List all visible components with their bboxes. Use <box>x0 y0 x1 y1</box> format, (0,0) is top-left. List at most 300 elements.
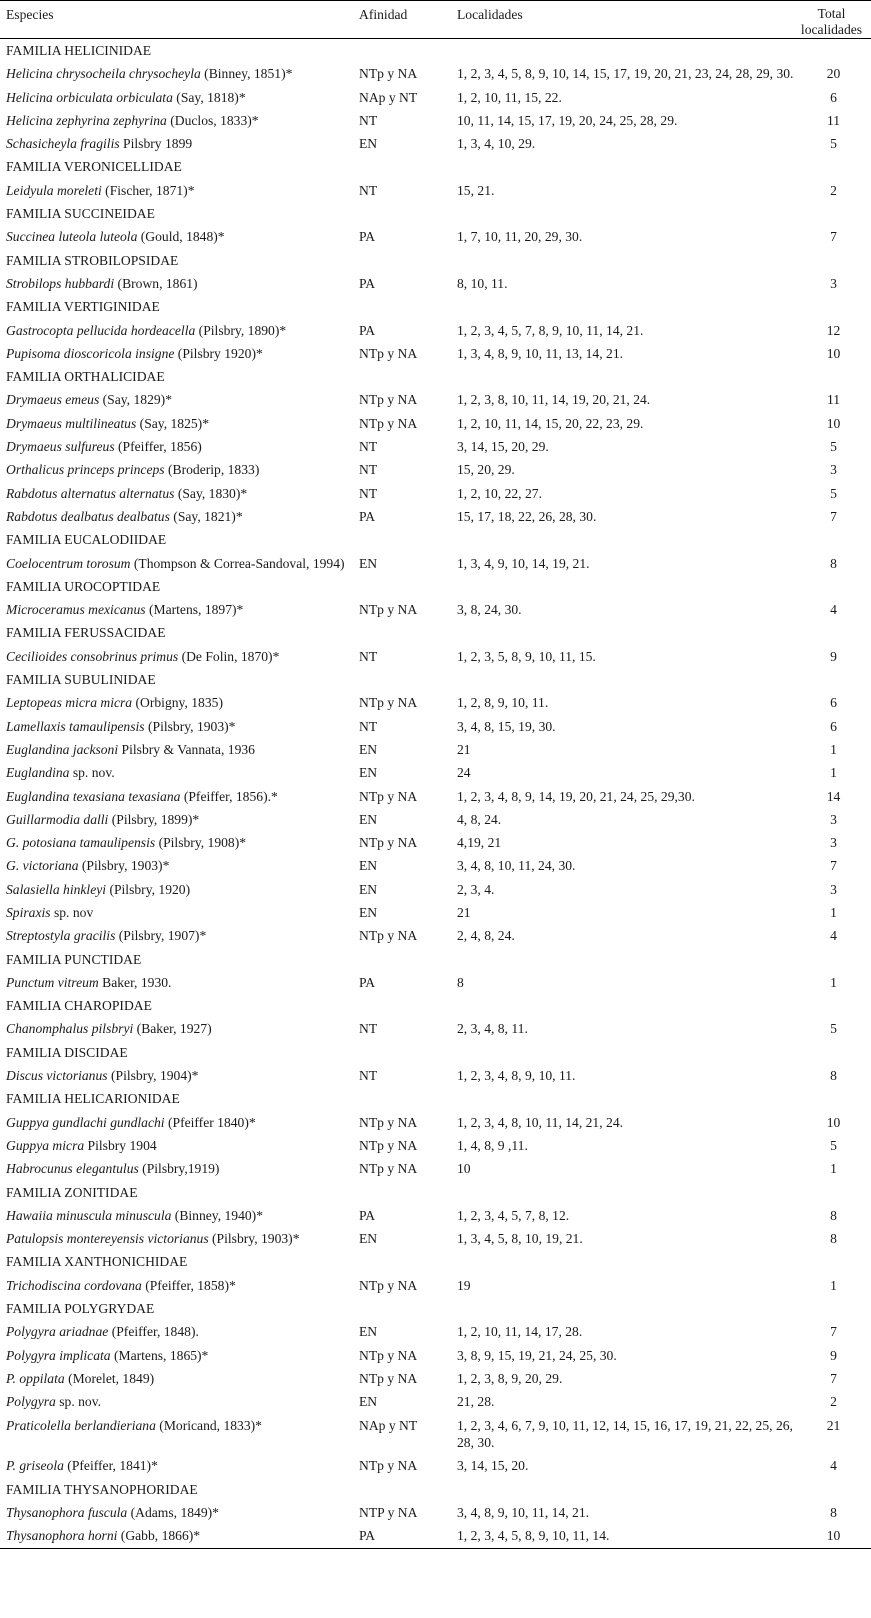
header-row <box>0 1 871 39</box>
species-author: (Pfeiffer, 1856) <box>114 439 202 455</box>
family-row <box>0 1181 871 1204</box>
species-cell <box>0 109 359 132</box>
affinity-cell: NT <box>359 1021 378 1037</box>
affinity-cell: EN <box>359 811 378 827</box>
family-name: FAMILIA DISCIDAE <box>6 1044 128 1060</box>
header-affinity: Afinidad <box>359 7 408 22</box>
species-author: sp. nov. <box>55 1394 102 1410</box>
species-author: (Pfeiffer, 1841)* <box>63 1458 158 1474</box>
localities-cell: 21 <box>457 904 471 920</box>
table-row <box>0 1274 871 1297</box>
family-name: FAMILIA SUBULINIDAE <box>6 672 156 688</box>
localities-cell: 1, 3, 4, 9, 10, 14, 19, 21. <box>457 555 590 571</box>
affinity-cell: PA <box>359 508 376 524</box>
species-cell <box>0 808 359 831</box>
total-cell: 3 <box>830 881 837 897</box>
total-cell: 3 <box>830 835 837 851</box>
species-cell <box>0 878 359 901</box>
species-name: Drymaeus multilineatus <box>6 415 137 431</box>
family-name: FAMILIA POLYGRYDAE <box>6 1301 155 1317</box>
localities-cell: 1, 3, 4, 10, 29. <box>457 136 536 152</box>
species-name: Cecilioides consobrinus primus <box>6 648 179 664</box>
species-cell <box>0 1524 359 1548</box>
affinity-cell: NTp y NA <box>359 1114 418 1130</box>
total-cell: 8 <box>830 1068 837 1084</box>
species-author: (Martens, 1897)* <box>145 602 244 618</box>
localities-cell: 15, 17, 18, 22, 26, 28, 30. <box>457 508 597 524</box>
affinity-cell: NT <box>359 648 378 664</box>
family-row <box>0 202 871 225</box>
total-cell: 9 <box>830 648 837 664</box>
affinity-cell: NTp y NA <box>359 788 418 804</box>
species-name: Hawaiia minuscula minuscula <box>6 1207 172 1223</box>
family-row <box>0 1041 871 1064</box>
affinity-cell: EN <box>359 136 378 152</box>
table-row <box>0 1367 871 1390</box>
total-cell: 6 <box>830 89 837 105</box>
total-cell: 11 <box>826 392 841 408</box>
species-author: (Brown, 1861) <box>114 275 198 291</box>
total-cell: 1 <box>830 765 837 781</box>
affinity-cell: NT <box>359 112 378 128</box>
affinity-cell: EN <box>359 741 378 757</box>
total-cell: 7 <box>830 1370 837 1386</box>
table-row <box>0 831 871 854</box>
affinity-cell: PA <box>359 974 376 990</box>
species-author: (Pilsbry, 1890)* <box>195 322 287 338</box>
species-cell <box>0 1454 359 1477</box>
species-name: Orthalicus princeps princeps <box>6 462 165 478</box>
family-row <box>0 575 871 598</box>
family-name: FAMILIA THYSANOPHORIDAE <box>6 1481 198 1497</box>
localities-cell: 1, 7, 10, 11, 20, 29, 30. <box>457 229 583 245</box>
total-cell: 3 <box>830 811 837 827</box>
localities-cell: 21 <box>457 741 471 757</box>
species-cell <box>0 1111 359 1134</box>
species-cell <box>0 225 359 248</box>
localities-cell: 1, 3, 4, 8, 9, 10, 11, 13, 14, 21. <box>457 345 624 361</box>
localities-cell: 3, 14, 15, 20, 29. <box>457 439 549 455</box>
family-row <box>0 528 871 551</box>
family-row <box>0 249 871 272</box>
species-name: Discus victorianus <box>6 1068 108 1084</box>
family-row <box>0 1297 871 1320</box>
table-row <box>0 808 871 831</box>
species-author: (Binney, 1940)* <box>171 1207 264 1223</box>
species-name: Chanomphalus pilsbryi <box>6 1021 134 1037</box>
species-name: Streptostyla gracilis <box>6 928 116 944</box>
family-name: FAMILIA UROCOPTIDAE <box>6 578 161 594</box>
species-author: (Fischer, 1871)* <box>101 182 195 198</box>
total-cell: 4 <box>830 928 837 944</box>
species-author: Pilsbry 1904 <box>84 1137 157 1153</box>
table-row <box>0 435 871 458</box>
family-name: FAMILIA ZONITIDAE <box>6 1184 138 1200</box>
localities-cell: 1, 2, 3, 4, 8, 10, 11, 14, 21, 24. <box>457 1114 624 1130</box>
localities-cell: 4, 8, 24. <box>457 811 502 827</box>
species-name: Thysanophora fuscula <box>6 1504 128 1520</box>
species-author: (Gould, 1848)* <box>137 229 225 245</box>
localities-cell: 4,19, 21 <box>457 835 502 851</box>
species-author: (Adams, 1849)* <box>127 1504 219 1520</box>
species-author: (Pfeiffer, 1856).* <box>180 788 278 804</box>
affinity-cell: EN <box>359 881 378 897</box>
affinity-cell: NTp y NA <box>359 345 418 361</box>
species-cell <box>0 691 359 714</box>
species-cell <box>0 1064 359 1087</box>
total-cell: 9 <box>830 1347 837 1363</box>
species-cell <box>0 738 359 761</box>
species-cell <box>0 62 359 85</box>
table-row <box>0 1064 871 1087</box>
affinity-cell: NTp y NA <box>359 695 418 711</box>
species-cell <box>0 179 359 202</box>
table-row <box>0 1390 871 1413</box>
affinity-cell: NTp y NA <box>359 1161 418 1177</box>
affinity-cell: NTp y NA <box>359 1277 418 1293</box>
family-row <box>0 365 871 388</box>
affinity-cell: EN <box>359 1324 378 1340</box>
species-cell <box>0 412 359 435</box>
species-cell <box>0 831 359 854</box>
affinity-cell: PA <box>359 322 376 338</box>
localities-cell: 15, 21. <box>457 182 495 198</box>
family-name: FAMILIA HELICARIONIDAE <box>6 1091 180 1107</box>
family-row <box>0 668 871 691</box>
total-cell: 6 <box>830 718 837 734</box>
family-name: FAMILIA ORTHALICIDAE <box>6 369 165 385</box>
family-name: FAMILIA HELICINIDAE <box>6 43 152 58</box>
species-name: Helicina chrysocheila chrysocheyla <box>6 66 201 82</box>
header-total-line2: localidades <box>800 22 863 37</box>
species-author: (Pilsbry, 1920) <box>106 881 191 897</box>
total-cell: 8 <box>830 1504 837 1520</box>
localities-cell: 1, 2, 3, 4, 8, 9, 10, 11. <box>457 1068 576 1084</box>
localities-cell: 3, 4, 8, 9, 10, 11, 14, 21. <box>457 1504 590 1520</box>
species-author: (Pilsbry, 1907)* <box>115 928 207 944</box>
species-name: Helicina orbiculata orbiculata <box>6 89 173 105</box>
total-cell: 5 <box>830 1021 837 1037</box>
affinity-cell: NTp y NA <box>359 1458 418 1474</box>
table-row <box>0 412 871 435</box>
localities-cell: 15, 20, 29. <box>457 462 515 478</box>
family-name: FAMILIA STROBILOPSIDAE <box>6 252 179 268</box>
species-author: (Pfeiffer 1840)* <box>164 1114 256 1130</box>
family-name: FAMILIA VERTIGINIDAE <box>6 299 160 315</box>
species-cell <box>0 458 359 481</box>
family-row <box>0 994 871 1017</box>
species-author: (Orbigny, 1835) <box>132 695 223 711</box>
family-row <box>0 1478 871 1501</box>
species-author: (Pilsbry, 1903)* <box>208 1231 300 1247</box>
localities-cell: 1, 2, 10, 11, 14, 15, 20, 22, 23, 29. <box>457 415 644 431</box>
total-cell: 3 <box>830 275 837 291</box>
localities-cell: 1, 2, 3, 8, 10, 11, 14, 19, 20, 21, 24. <box>457 392 651 408</box>
table-row <box>0 272 871 295</box>
table-row <box>0 1017 871 1040</box>
localities-cell: 1, 2, 3, 4, 5, 7, 8, 9, 10, 11, 14, 21. <box>457 322 644 338</box>
family-row <box>0 39 871 63</box>
localities-cell: 2, 3, 4, 8, 11. <box>457 1021 528 1037</box>
species-author: Baker, 1930. <box>98 974 172 990</box>
total-cell: 3 <box>830 462 837 478</box>
species-name: Guppya micra <box>6 1137 85 1153</box>
family-name: FAMILIA VERONICELLIDAE <box>6 159 182 175</box>
species-author: (Say, 1829)* <box>99 392 172 408</box>
species-cell <box>0 342 359 365</box>
family-row <box>0 621 871 644</box>
localities-cell: 10 <box>457 1161 471 1177</box>
species-author: sp. nov <box>50 904 94 920</box>
species-author: (Pilsbry, 1904)* <box>107 1068 199 1084</box>
total-cell: 10 <box>826 345 841 361</box>
localities-cell: 1, 2, 10, 11, 15, 22. <box>457 89 562 105</box>
localities-cell: 21, 28. <box>457 1394 495 1410</box>
affinity-cell: NT <box>359 182 378 198</box>
species-name: Leidyula moreleti <box>6 182 102 198</box>
species-cell <box>0 1320 359 1343</box>
species-author: (Pfeiffer, 1848). <box>108 1324 199 1340</box>
affinity-cell: NT <box>359 439 378 455</box>
species-cell <box>0 1017 359 1040</box>
species-author: (De Folin, 1870)* <box>178 648 280 664</box>
affinity-cell: EN <box>359 555 378 571</box>
species-author: (Gabb, 1866)* <box>117 1528 201 1544</box>
species-name: Lamellaxis tamaulipensis <box>6 718 145 734</box>
total-cell: 1 <box>830 741 837 757</box>
affinity-cell: NTp y NA <box>359 1347 418 1363</box>
total-cell: 8 <box>830 555 837 571</box>
table-row <box>0 86 871 109</box>
total-cell: 4 <box>830 1458 837 1474</box>
species-author: Pilsbry 1899 <box>119 136 193 152</box>
species-author: (Martens, 1865)* <box>110 1347 209 1363</box>
species-author: (Pilsbry, 1899)* <box>108 811 200 827</box>
total-cell: 14 <box>826 788 841 804</box>
table-row <box>0 738 871 761</box>
species-cell <box>0 598 359 621</box>
species-cell <box>0 1157 359 1180</box>
species-name: Euglandina <box>6 765 70 781</box>
affinity-cell: EN <box>359 1231 378 1247</box>
affinity-cell: NTp y NA <box>359 392 418 408</box>
localities-cell: 1, 3, 4, 5, 8, 10, 19, 21. <box>457 1231 583 1247</box>
species-name: Gastrocopta pellucida hordeacella <box>6 322 196 338</box>
species-author: (Pilsbry, 1903)* <box>144 718 236 734</box>
species-author: (Pilsbry, 1908)* <box>155 835 247 851</box>
localities-cell: 2, 3, 4. <box>457 881 495 897</box>
species-name: Guppya gundlachi gundlachi <box>6 1114 165 1130</box>
affinity-cell: NTp y NA <box>359 1137 418 1153</box>
table-row <box>0 854 871 877</box>
table-row <box>0 1344 871 1367</box>
table-row <box>0 1524 871 1548</box>
total-cell: 7 <box>830 229 837 245</box>
affinity-cell: NT <box>359 1068 378 1084</box>
affinity-cell: PA <box>359 275 376 291</box>
table-row <box>0 645 871 668</box>
localities-cell: 1, 2, 3, 5, 8, 9, 10, 11, 15. <box>457 648 596 664</box>
species-author: (Morelet, 1849) <box>64 1370 155 1386</box>
total-cell: 10 <box>826 415 841 431</box>
header-localities: Localidades <box>457 7 523 22</box>
table-row <box>0 1111 871 1134</box>
total-cell: 2 <box>830 1394 837 1410</box>
table-row <box>0 342 871 365</box>
species-cell <box>0 1390 359 1413</box>
species-cell <box>0 854 359 877</box>
total-cell: 5 <box>830 1137 837 1153</box>
localities-cell: 3, 8, 24, 30. <box>457 602 522 618</box>
total-cell: 10 <box>826 1528 841 1544</box>
localities-cell: 24 <box>457 765 471 781</box>
species-name: Succinea luteola luteola <box>6 229 138 245</box>
total-cell: 1 <box>830 904 837 920</box>
affinity-cell: EN <box>359 765 378 781</box>
species-cell <box>0 761 359 784</box>
localities-cell: 1, 2, 10, 22, 27. <box>457 485 542 501</box>
localities-cell: 1, 2, 10, 11, 14, 17, 28. <box>457 1324 583 1340</box>
species-name: Coelocentrum torosum <box>6 555 131 571</box>
family-row <box>0 948 871 971</box>
species-cell <box>0 435 359 458</box>
species-name: Polygyra ariadnae <box>6 1324 109 1340</box>
affinity-cell: NTp y NA <box>359 602 418 618</box>
species-name: Spiraxis <box>6 904 51 920</box>
localities-cell: 1, 2, 3, 4, 5, 8, 9, 10, 11, 14. <box>457 1528 610 1544</box>
localities-cell: 2, 4, 8, 24. <box>457 928 515 944</box>
species-name: Leptopeas micra micra <box>6 695 133 711</box>
total-cell: 12 <box>826 322 841 338</box>
table-row <box>0 1454 871 1477</box>
species-author: (Pilsbry, 1903)* <box>78 858 170 874</box>
total-cell: 7 <box>830 1324 837 1340</box>
table-row <box>0 505 871 528</box>
family-row <box>0 1087 871 1110</box>
table-row <box>0 109 871 132</box>
total-cell: 4 <box>830 602 837 618</box>
species-author: (Duclos, 1833)* <box>166 112 259 128</box>
family-name: FAMILIA FERUSSACIDAE <box>6 625 166 641</box>
table-row <box>0 598 871 621</box>
total-cell: 10 <box>826 1114 841 1130</box>
species-cell <box>0 272 359 295</box>
species-cell <box>0 645 359 668</box>
table-row <box>0 715 871 738</box>
affinity-cell: NAp y NT <box>359 89 418 105</box>
table-row <box>0 1157 871 1180</box>
localities-cell: 1, 2, 3, 4, 8, 9, 14, 19, 20, 21, 24, 25, 29,30. <box>457 788 695 804</box>
species-author: (Moricand, 1833)* <box>155 1417 262 1433</box>
species-name: Schasicheyla fragilis <box>6 136 120 152</box>
species-cell <box>0 1227 359 1250</box>
species-name: Pupisoma dioscoricola insigne <box>6 345 175 361</box>
table-row <box>0 132 871 155</box>
total-cell: 5 <box>830 439 837 455</box>
species-cell <box>0 1344 359 1367</box>
table-row <box>0 1204 871 1227</box>
total-cell: 20 <box>826 66 841 82</box>
localities-cell: 1, 2, 8, 9, 10, 11. <box>457 695 549 711</box>
species-author: (Say, 1818)* <box>172 89 246 105</box>
family-row <box>0 1250 871 1273</box>
species-author: (Binney, 1851)* <box>200 66 293 82</box>
total-cell: 8 <box>830 1207 837 1223</box>
affinity-cell: EN <box>359 858 378 874</box>
species-cell <box>0 132 359 155</box>
localities-cell: 3, 4, 8, 10, 11, 24, 30. <box>457 858 576 874</box>
affinity-cell: PA <box>359 229 376 245</box>
species-name: Microceramus mexicanus <box>6 602 146 618</box>
species-name: Polygyra implicata <box>6 1347 111 1363</box>
table-row <box>0 179 871 202</box>
table-row <box>0 691 871 714</box>
species-author: (Pfeiffer, 1858)* <box>141 1277 236 1293</box>
affinity-cell: NTp y NA <box>359 835 418 851</box>
table-row <box>0 225 871 248</box>
species-author: (Say, 1830)* <box>174 485 248 501</box>
localities-cell: 10, 11, 14, 15, 17, 19, 20, 24, 25, 28, 29. <box>457 112 678 128</box>
affinity-cell: NT <box>359 462 378 478</box>
localities-cell: 3, 14, 15, 20. <box>457 1458 529 1474</box>
table-row <box>0 458 871 481</box>
family-name: FAMILIA PUNCTIDAE <box>6 951 142 967</box>
species-name: Punctum vitreum <box>6 974 99 990</box>
family-name: FAMILIA XANTHONICHIDAE <box>6 1254 188 1270</box>
species-name: Praticolella berlandieriana <box>6 1417 156 1433</box>
species-name: Helicina zephyrina zephyrina <box>6 112 167 128</box>
localities-cell: 3, 4, 8, 15, 19, 30. <box>457 718 556 734</box>
total-cell: 5 <box>830 485 837 501</box>
species-name: Polygyra <box>6 1394 56 1410</box>
species-name: Patulopsis montereyensis victorianus <box>6 1231 209 1247</box>
table-row <box>0 388 871 411</box>
affinity-cell: PA <box>359 1528 376 1544</box>
total-cell: 8 <box>830 1231 837 1247</box>
total-cell: 1 <box>830 1161 837 1177</box>
table-row <box>0 1414 871 1455</box>
species-author: (Thompson & Correa-Sandoval, 1994) <box>130 555 345 571</box>
affinity-cell: NAp y NT <box>359 1417 418 1433</box>
localities-cell: 1, 2, 3, 4, 5, 8, 9, 10, 14, 15, 17, 19, 20, 21, 23, 24, 28, 29, 30. <box>457 66 794 82</box>
table-row <box>0 901 871 924</box>
total-cell: 7 <box>830 858 837 874</box>
family-row <box>0 295 871 318</box>
species-name: Euglandina texasiana texasiana <box>6 788 181 804</box>
species-author: (Broderip, 1833) <box>164 462 260 478</box>
species-cell <box>0 552 359 575</box>
table-body <box>0 39 871 1549</box>
table-row <box>0 1134 871 1157</box>
total-cell: 6 <box>830 695 837 711</box>
total-cell: 5 <box>830 136 837 152</box>
species-cell <box>0 971 359 994</box>
table-row <box>0 62 871 85</box>
species-name: Thysanophora horni <box>6 1528 118 1544</box>
species-cell <box>0 924 359 947</box>
species-author: (Pilsbry 1920)* <box>174 345 263 361</box>
species-cell <box>0 388 359 411</box>
family-name: FAMILIA SUCCINEIDAE <box>6 206 155 222</box>
table-row <box>0 1320 871 1343</box>
species-name: P. griseola <box>6 1458 64 1474</box>
species-name: G. potosiana tamaulipensis <box>6 835 156 851</box>
header-species: Especies <box>6 7 54 22</box>
species-cell <box>0 785 359 808</box>
species-name: Strobilops hubbardi <box>6 275 115 291</box>
table-row <box>0 482 871 505</box>
table-row <box>0 1227 871 1250</box>
